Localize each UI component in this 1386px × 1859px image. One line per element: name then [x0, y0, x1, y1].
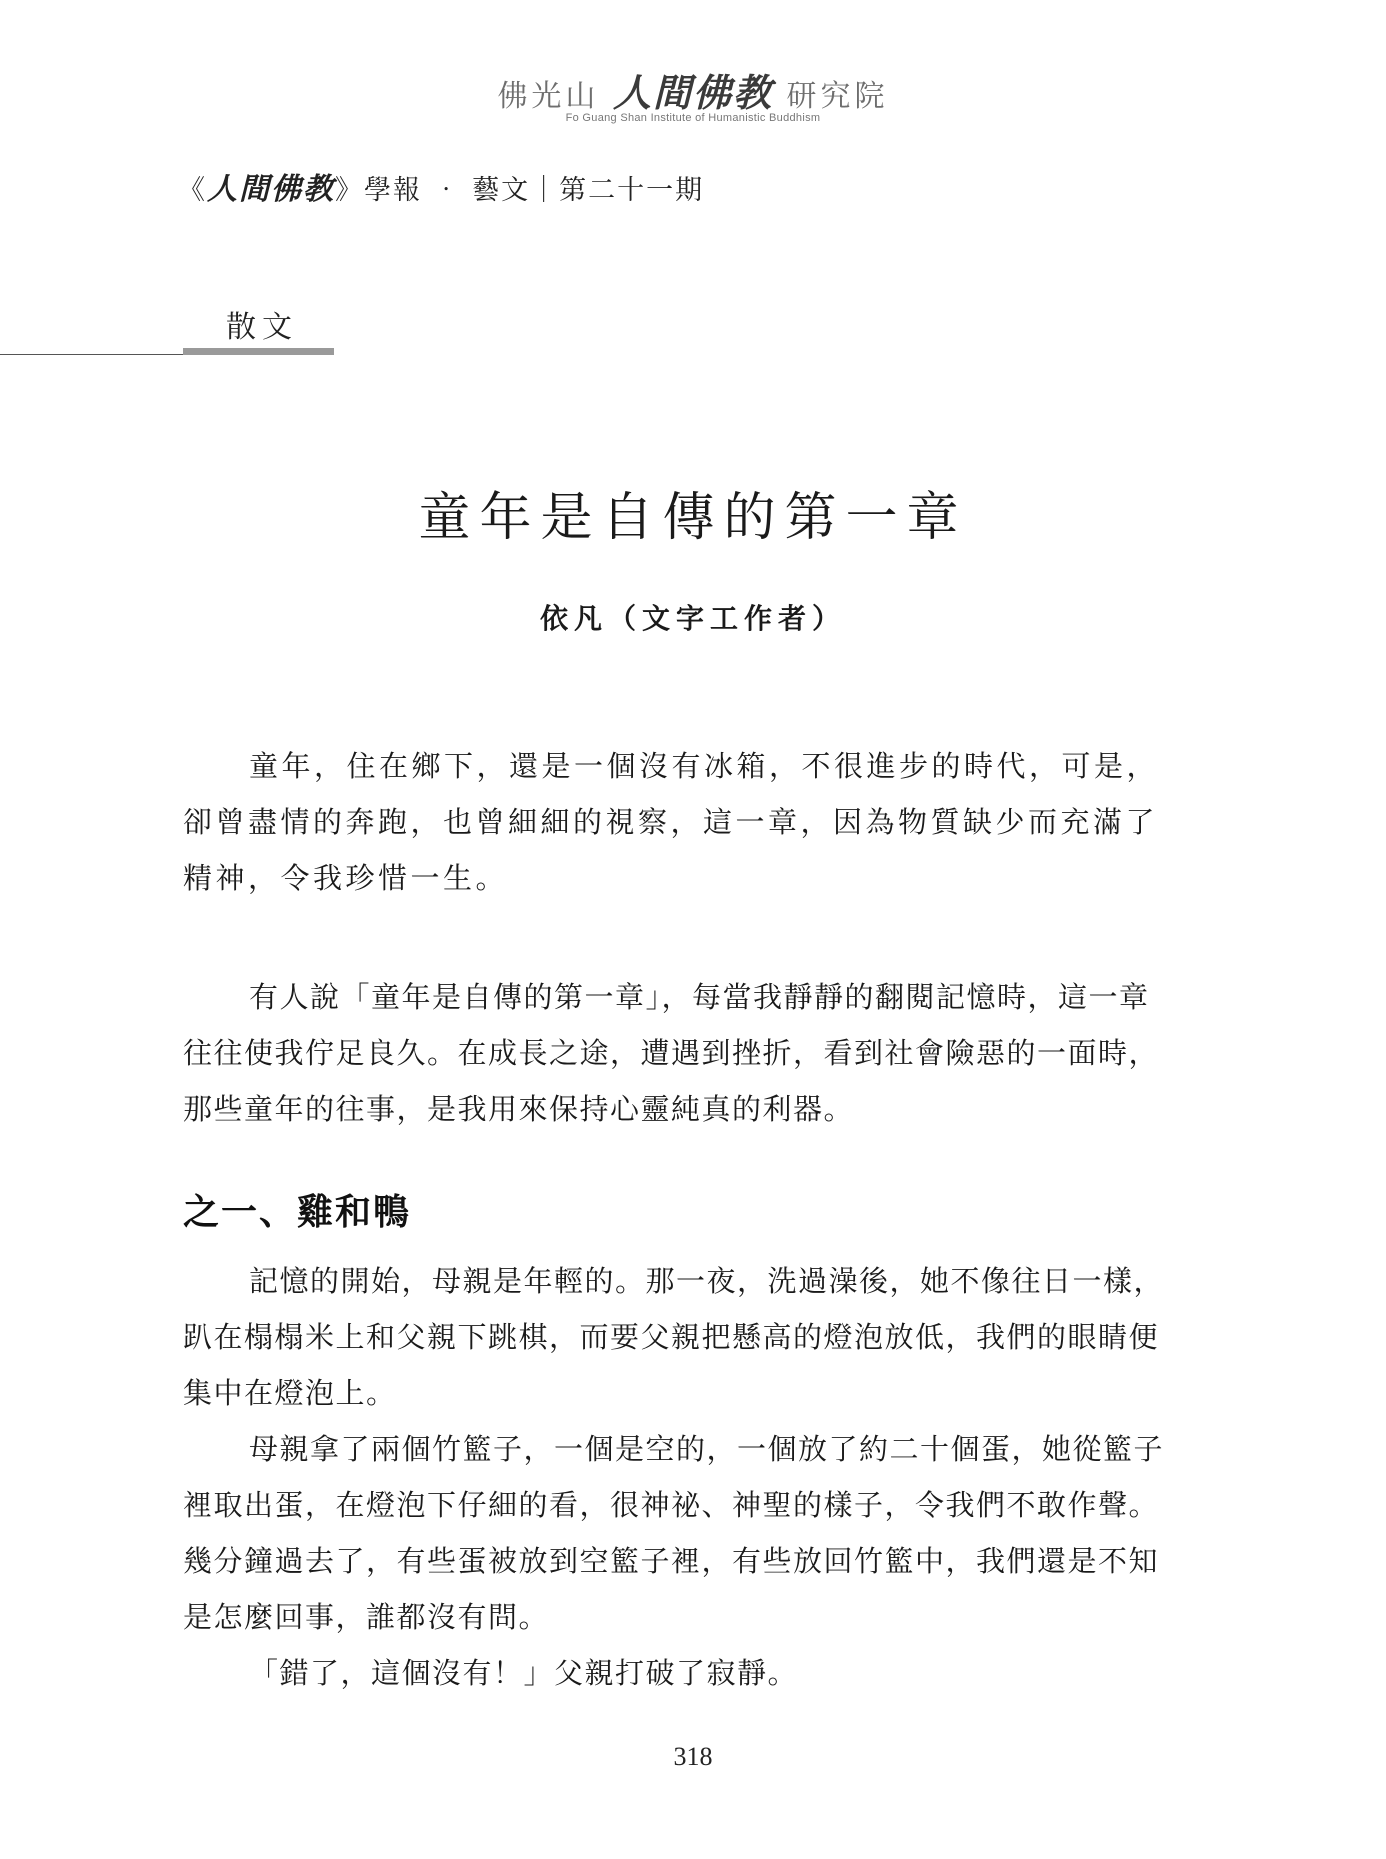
journal-line [178, 164, 704, 208]
institute-name [0, 62, 1386, 117]
intro-paragraph-2: 有人說「童年是自傳的第一章」，每當我靜靜的翻閱記憶時，這一章往往使我佇足良久。在成長之途，遭遇到挫折，看到社會險惡的一面時，那些童年的往事，是我用來保持心靈純真的利器。 [183, 982, 1160, 1126]
intro-paragraph-1: 童年，住在鄉下，還是一個沒有冰箱，不很進步的時代，可是，卻曾盡情的奔跑，也曾細細的視察，這一章，因為物質缺少而充滿了精神，令我珍惜一生。 [183, 749, 1160, 895]
institute-name-pre: 佛光山 [497, 79, 600, 114]
section-bar [183, 348, 334, 355]
journal-open-bracket: 《 [178, 175, 207, 206]
body-paragraph-2: 母親拿了兩個竹籃子，一個是空的，一個放了約二十個蛋，她從籃子裡取出蛋，在燈泡下仔細的看，很神祕、神聖的樣子，令我們不敢作聲。幾分鐘過去了，有些蛋被放到空籃子裡，有些放回竹籃中，我們還是不知是怎麼回事，誰都沒有問。 [183, 1434, 1165, 1634]
institute-name-post: 研究院 [786, 79, 889, 114]
institute-brand-logo: 人間佛教 [612, 70, 773, 115]
institute-english-name: Fo Guang Shan Institute of Humanistic Buddhism [565, 112, 821, 124]
article-author: 依凡（文字工作者） [539, 602, 846, 635]
journal-brand: 人間佛教 [207, 172, 335, 207]
section-heading: 之一、雞和鴨 [183, 1191, 412, 1233]
journal-issue: 》學報 ‧ 藝文｜第二十一期 [335, 175, 705, 206]
article-title: 童年是自傳的第一章 [418, 488, 968, 548]
body-paragraph-3: 「錯了，這個沒有！」父親打破了寂靜。 [249, 1658, 799, 1690]
section-label: 散文 [226, 310, 298, 345]
body-paragraph-1: 記憶的開始，母親是年輕的。那一夜，洗過澡後，她不像往日一樣，趴在榻榻米上和父親下跳棋，而要父親把懸高的燈泡放低，我們的眼睛便集中在燈泡上。 [183, 1266, 1165, 1410]
page-number: 318 [673, 1742, 713, 1771]
